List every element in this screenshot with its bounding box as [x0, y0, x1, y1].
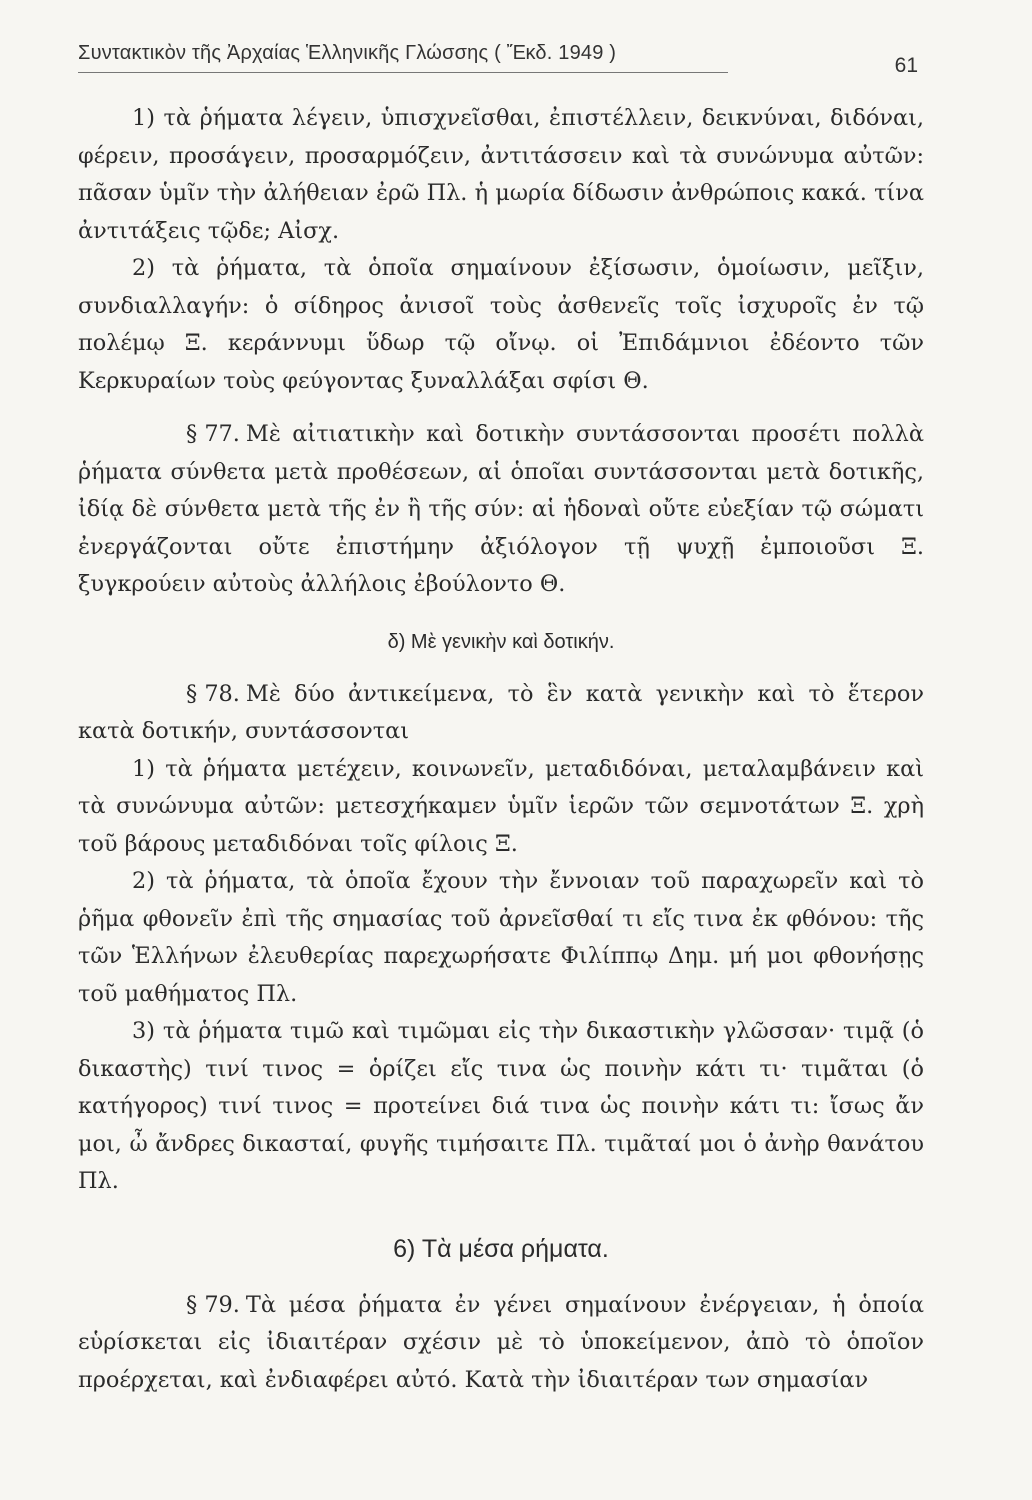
section-number: § 79. [186, 1291, 240, 1318]
section-gap [78, 400, 924, 416]
paragraph-text: Μὲ δύο ἀντικείμενα, τὸ ἓν κατὰ γενικὴν καὶ τὸ ἕτερον κατὰ δοτικήν, συντάσσονται [78, 680, 924, 744]
paragraph-text: 1) τὰ ῥήματα μετέχειν, κοινωνεῖν, μεταδιδόναι, μεταλαμβάνειν καὶ τὰ συνώνυμα αὐτῶν: μετεσχήκαμεν ὑμῖν ἱερῶν τῶν σεμνοτάτων Ξ. χρὴ τοῦ βάρους μεταδιδόναι τοῖς φίλοις Ξ. [78, 755, 924, 857]
paragraph-text: 2) τὰ ῥήματα, τὰ ὁποῖα ἔχουν τὴν ἔννοιαν τοῦ παραχωρεῖν καὶ τὸ ῥῆμα φθονεῖν ἐπὶ τῆς σημασίας τοῦ ἀρνεῖσθαί τι εἴς τινα ἐκ φθόνου: τῆς τῶν Ἑλλήνων ἐλευθερίας παρεχωρήσατε Φιλίππῳ Δημ. μή μοι φθονήσῃς τοῦ μαθήματος Πλ. [78, 868, 924, 1007]
section-paragraph [78, 1287, 924, 1400]
paragraph [78, 100, 924, 250]
header-rule [78, 72, 728, 73]
page-body [78, 100, 924, 1399]
section-number: § 78. [186, 680, 240, 707]
paragraph-text: Μὲ αἰτιατικὴν καὶ δοτικὴν συντάσσονται προσέτι πολλὰ ῥήματα σύνθετα μετὰ προθέσεων, αἱ ὁποῖαι συντάσσονται μετὰ δοτικῆς, ἰδίᾳ δὲ σύνθετα μετὰ τῆς ἐν ἢ τῆς σύν: αἱ ἡδοναὶ οὔτε εὐεξίαν τῷ σώματι ἐνεργάζονται οὔτε ἐπιστήμην ἀξιόλογον τῇ ψυχῇ ἐμποιοῦσι Ξ. ξυγκρούειν αὐτοὺς ἀλλήλοις ἐβούλοντο Θ. [78, 421, 924, 597]
paragraph-text: 2) τὰ ῥήματα, τὰ ὁποῖα σημαίνουν ἐξίσωσιν, ὁμοίωσιν, μεῖξιν, συνδιαλλαγήν: ὁ σίδηρος ἀνισοῖ τοὺς ἀσθενεῖς τοῖς ἰσχυροῖς ἐν τῷ πολέμῳ Ξ. κεράννυμι ὕδωρ τῷ οἴνῳ. οἱ Ἐπιδάμνιοι ἐδέοντο τῶν Κερκυραίων τοὺς φεύγοντας ξυναλλάξαι σφίσι Θ. [78, 255, 924, 394]
paragraph [78, 1013, 924, 1201]
paragraph [78, 751, 924, 864]
paragraph-text: Τὰ μέσα ῥήματα ἐν γένει σημαίνουν ἐνέργειαν, ἡ ὁποία εὑρίσκεται εἰς ἰδιαιτέραν σχέσιν μὲ τὸ ὑποκείμενον, ἀπὸ τὸ ὁποῖον προέρχεται, καὶ ἐνδιαφέρει αὐτό. Κατὰ τὴν ἰδιαιτέραν των σημασίαν [78, 1291, 924, 1393]
section-paragraph [78, 676, 924, 751]
paragraph [78, 863, 924, 1013]
section-number: § 77. [186, 421, 240, 447]
paragraph [78, 250, 924, 400]
paragraph-text: 1) τὰ ῥήματα λέγειν, ὑπισχνεῖσθαι, ἐπιστέλλειν, δεικνύναι, διδόναι, φέρειν, προσάγειν, προσαρμόζειν, ἀντιτάσσειν καὶ τὰ συνώνυμα αὐτῶν: πᾶσαν ὑμῖν τὴν ἀλήθειαν ἐρῶ Πλ. ἡ μωρία δίδωσιν ἀνθρώποις κακά. τίνα ἀντιτάξεις τῷδε; Αἰσχ. [78, 105, 924, 244]
header-title: Συντακτικὸν τῆς Ἀρχαίας Ἑλληνικῆς Γλώσσης ( Ἔκδ. 1949 ) [78, 42, 617, 64]
paragraph-text: 3) τὰ ῥήματα τιμῶ καὶ τιμῶμαι εἰς τὴν δικαστικὴν γλῶσσαν· τιμᾷ (ὁ δικαστὴς) τινί τινος = ὁρίζει εἴς τινα ὡς ποινὴν κάτι τι· τιμᾶται (ὁ κατήγορος) τινί τινος = προτείνει διά τινα ὡς ποινὴν κάτι τι: ἴσως ἄν μοι, ὦ ἄνδρες δικασταί, φυγῆς τιμήσαιτε Πλ. τιμᾶταί μοι ὁ ἀνὴρ θανάτου Πλ. [78, 1018, 924, 1194]
section-heading: 6) Τὰ μέσα ρήματα. [393, 1234, 609, 1263]
section-heading: δ) Μὲ γενικὴν καὶ δοτικήν. [387, 630, 615, 653]
section-paragraph [78, 416, 924, 604]
page-number: 61 [894, 54, 918, 77]
